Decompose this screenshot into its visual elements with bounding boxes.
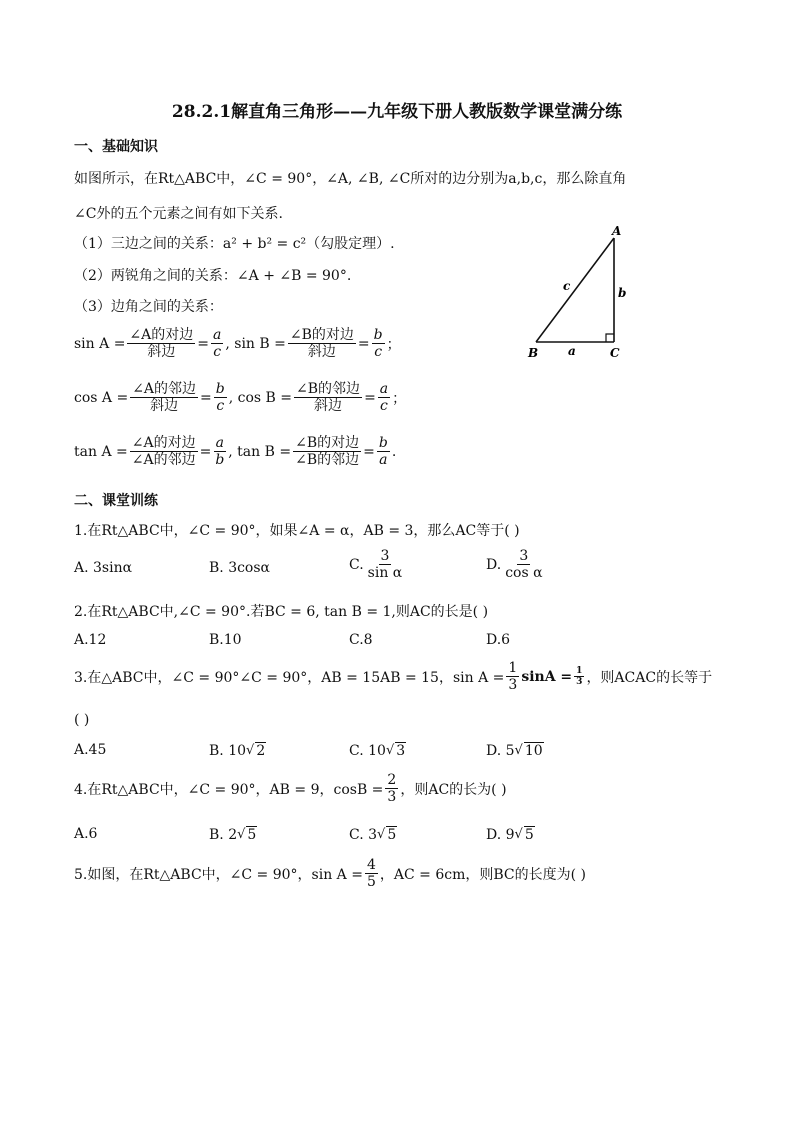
period: .: [391, 443, 397, 460]
q1-option-d: [486, 548, 547, 581]
page-title: 28.2.1解直角三角形——九年级下册人教版数学课堂满分练: [171, 102, 623, 122]
q2-option-a: A.12: [74, 632, 107, 648]
option-text: D. 5: [486, 742, 515, 759]
radical-sign: √: [237, 827, 246, 842]
question-2: 2.在Rt△ABC中,∠C = 90°.若BC = 6, tan B = 1,则AC的长是( ): [74, 604, 489, 620]
right-angle-mark: [606, 334, 614, 342]
option-letter: D.: [486, 556, 502, 573]
option-text: D. 9: [486, 826, 515, 843]
cos-b-fraction: $\frac{\text{∠B的邻边}}{\text{斜边}}$: [296, 381, 361, 415]
sin-b-fraction: $\frac{\text{∠B的对边}}{\text{斜边}}$: [289, 327, 354, 361]
cos-b-ratio: $\frac{a}{c}$: [379, 381, 389, 415]
q5-text-end: ，AC = 6cm，则BC的长度为( ): [379, 866, 587, 883]
q3-option-c: [349, 742, 406, 759]
option-letter: C.: [349, 556, 364, 573]
option-text: C. 10: [349, 742, 386, 759]
tan-a-ratio: $\frac{a}{b}$: [215, 435, 225, 469]
q3-fraction-2: $\frac{1}{3}$: [576, 665, 583, 688]
question-3-paren: ( ): [74, 712, 90, 728]
q4-option-b: [209, 826, 257, 843]
vertex-a-label: A: [612, 224, 622, 238]
section-heading-practice: 二、课堂训练: [74, 493, 158, 509]
radicand: 5: [387, 827, 397, 843]
cos-a-fraction: $\frac{\text{∠A的邻边}}{\text{斜边}}$: [132, 381, 197, 415]
sin-a-fraction: $\frac{\text{∠A的对边}}{\text{斜边}}$: [129, 327, 194, 361]
q2-option-b: B.10: [209, 632, 242, 648]
q3-option-a: A.45: [74, 742, 107, 758]
side-c-label: c: [563, 279, 571, 293]
sin-b-ratio: $\frac{b}{c}$: [373, 327, 383, 361]
question-4: [74, 772, 507, 805]
equals-sign: =: [200, 389, 212, 406]
intro-line-2: ∠C外的五个元素之间有如下关系.: [74, 206, 283, 222]
q3-text-mid: sinA =: [521, 668, 573, 685]
q1-option-a: A. 3sinα: [74, 560, 133, 576]
relation-side-angle: （3）边角之间的关系：: [74, 299, 223, 315]
tan-b-label: , tan B =: [228, 443, 292, 460]
tan-b-ratio: $\frac{b}{a}$: [378, 435, 388, 469]
q3-option-b: [209, 742, 266, 759]
radicand: 5: [524, 827, 534, 843]
semicolon: ；: [392, 390, 407, 407]
equals-sign: =: [363, 443, 375, 460]
q3-fraction: $\frac{1}{3}$: [508, 660, 518, 694]
radicand: 2: [256, 743, 266, 759]
cos-b-label: , cos B =: [228, 389, 293, 406]
question-5: [74, 857, 586, 890]
relation-sides: （1）三边之间的关系：a² + b² = c²（勾股定理）.: [74, 236, 395, 252]
radicand: 10: [524, 743, 543, 759]
equals-sign: =: [199, 443, 212, 460]
intro-line-1: 如图所示，在Rt△ABC中，∠C = 90°，∠A, ∠B, ∠C所对的边分别为a,b,c，那么除直角: [74, 171, 627, 187]
equals-sign: =: [197, 335, 209, 352]
equals-sign: =: [357, 335, 370, 352]
cos-a-ratio: $\frac{b}{c}$: [215, 381, 225, 415]
formula-tan: [74, 435, 396, 468]
right-triangle-figure: [520, 220, 630, 365]
radical-sign: √: [246, 743, 255, 758]
hypotenuse-ab: [536, 238, 614, 342]
q4-text-end: ，则AC的长为( ): [400, 781, 507, 798]
q2-option-c: C.8: [349, 632, 373, 648]
q2-option-d: D.6: [486, 632, 511, 648]
side-b-label: b: [618, 286, 627, 300]
tan-a-fraction: $\frac{\text{∠A的对边}}{\text{∠A的邻边}}$: [131, 435, 196, 469]
radical-sign: √: [514, 743, 523, 758]
radical-sign: √: [514, 827, 523, 842]
option-text: B. 2: [209, 826, 238, 843]
q1-c-fraction: $\frac{3}{\text{sin α}}$: [367, 548, 403, 582]
radical-sign: √: [377, 827, 386, 842]
vertex-b-label: B: [528, 346, 539, 360]
vertex-c-label: C: [610, 346, 620, 360]
q1-option-b: B. 3cosα: [209, 560, 271, 576]
q5-fraction: $\frac{4}{5}$: [366, 857, 376, 891]
sin-a-ratio: $\frac{a}{c}$: [213, 327, 222, 361]
q3-text-end: ，则ACAC的长等于: [586, 669, 713, 686]
option-text: C. 3: [349, 826, 378, 843]
tan-b-fraction: $\frac{\text{∠B的对边}}{\text{∠B的邻边}}$: [295, 435, 360, 469]
q4-fraction: $\frac{2}{3}$: [387, 772, 397, 806]
sin-a-label: sin A =: [74, 335, 126, 352]
formula-cos: [74, 381, 406, 414]
sin-b-label: , sin B =: [225, 335, 286, 352]
q1-option-c: [349, 548, 406, 581]
equals-sign: =: [364, 389, 376, 406]
q4-option-c: [349, 826, 397, 843]
option-text: B. 10: [209, 742, 247, 759]
radical-sign: √: [385, 743, 395, 758]
q4-option-a: A.6: [74, 826, 98, 842]
question-1: 1.在Rt△ABC中，∠C = 90°，如果∠A = α，AB = 3，那么AC等于( ): [74, 523, 520, 539]
cos-a-label: cos A =: [74, 389, 129, 406]
semicolon: ；: [386, 336, 401, 353]
q1-d-fraction: $\frac{3}{\text{cos α}}$: [505, 548, 543, 582]
q3-option-d: [486, 742, 544, 759]
side-a-label: a: [568, 344, 576, 358]
tan-a-label: tan A =: [74, 443, 128, 460]
question-3: [74, 660, 712, 693]
relation-angles: （2）两锐角之间的关系：∠A + ∠B = 90°.: [74, 268, 352, 284]
q4-option-d: [486, 826, 535, 843]
formula-sin: [74, 327, 401, 360]
radicand: 5: [247, 827, 257, 843]
q5-text-start: 5.如图，在Rt△ABC中，∠C = 90°，sin A =: [74, 866, 363, 883]
q4-text-start: 4.在Rt△ABC中，∠C = 90°，AB = 9，cosB =: [74, 781, 384, 798]
radicand: 3: [396, 743, 406, 759]
section-heading-basics: 一、基础知识: [74, 139, 158, 155]
q3-text-start: 3.在△ABC中，∠C = 90°∠C = 90°，AB = 15AB = 15，sin A =: [74, 669, 505, 686]
